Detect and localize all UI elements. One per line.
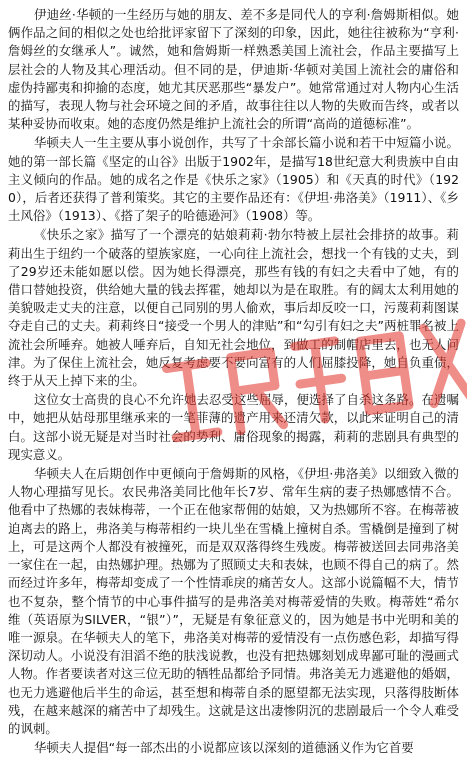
paragraph: 这位女士高贵的良心不允许她去忍受这些屈辱，便选择了自杀这条路。在遗嘱中，她把从姑母那里继承来的一笔菲薄的遗产用来还清欠款，以此来证明自己的清白。这部小说无疑是对当时社会的势利、庸俗现象的揭露，莉莉的悲剧具有典型的现实意义。 — [8, 392, 459, 462]
paragraph: 华顿夫人提倡“每一部杰出的小说都应该以深刻的道德涵义作为它首要 — [34, 740, 414, 756]
paragraph: 伊迪丝·华顿的一生经历与她的朋友、差不多是同代人的亨利·詹姆斯相似。她俩作品之间的相似之处也给批评家留下了深刻的印象，因此，她往往被称为“亨利·詹姆丝的女继承人”。诚然，她和詹姆斯一样熟悉美国上流社会，作品主要描写上层社会的人物及其心理活动。但不同的是，伊迪斯·华顿对美国上流社会的庸俗和虚伪持鄙夷和抑揄的态度，她尤其厌恶那些“暴发户”。她常常通过对人物内心生活的描写，表现人物与社会环境之间的矛盾，故事往往以人物的失败而告终，或者以某种妥协而收束。她的态度仍然是维护上流社会的所谓“高尚的道德标准”。 — [8, 7, 459, 132]
paragraph: 《快乐之家》描写了一个漂亮的姑娘莉莉·勃尔特被上层社会排挤的故事。莉莉出生于纽约一个破落的望族家庭，一心向往上流社会，想找一个有钱的丈夫，到了29岁还未能如愿以偿。因为她长得漂亮，那些有钱的有妇之夫看中了她，有的借口替她投资，供给她大量的钱去挥霍，她却以为是在取胜。有的阔太太利用她的美貌吸走丈夫的注意，以便自己同别的男人偷欢，事后却反咬一口，污蔑莉莉图谋夺走自己的丈夫。莉莉终日“接受一个男人的津贴”和“勾引有妇之夫”两桩罪名被上流社会所唾弃。她被人唾弃后，自知无社会地位，到做工的制帽店里去，也无人问津。为了保住上流社会，她反复考虑要不要向富有的人们屈膝投降，她自负重债，终于从天上掉下来的尘。 — [8, 227, 459, 389]
paragraph: 华顿夫人在后期创作中更倾向于詹姆斯的风格，《伊坦·弗洛美》以细致入微的人物心理描写见长。农民弗洛美同比他年长7岁、常年生病的妻子热娜感情不合。他看中了热娜的表妹梅蒂，一个正在他家帮佣的姑娘，又为热娜所不容。在梅蒂被迫离去的路上，弗洛美与梅蒂相约一块儿坐在雪橇上撞树自杀。雪橇倒是撞到了树上，可是这两个人都没有被撞死，而是双双落得终生残废。梅蒂被送回去同弗洛美一家住在一起，由热娜护理。热娜为了照顾丈夫和表妹，也顾不得自己的病了。然而经过许多年，梅蒂却变成了一个性情乖戾的痛苦女人。这部小说篇幅不大，情节也不复杂，整个情节的中心事件描写的是弗洛美对梅蒂爱情的失败。梅蒂姓“希尔维（英语原为SILVER，“银”）”，无疑是有象征意义的，因为她是书中光明和美的唯一源泉。在华顿夫人的笔下，弗洛美对梅蒂的爱情没有一点伤感色彩，却描写得深切动人。小说没有泪滔不绝的肤浅说教，也没有把热娜刻划成卑鄙可耻的漫画式人物。作者要读者对这三位无助的牺牲品都给予同情。弗洛美无力逃避他的婚姻，也无力逃避他后半生的命运，甚至想和梅蒂自杀的愿望都无法实现，只落得肢断体残，在越来越深的痛苦中了却残生。这就是这出凄惨阴沉的悲剧最后一个令人难受的讽刺。 — [8, 466, 459, 736]
paragraph: 华顿夫人一生主要从事小说创作，共写了十余部长篇小说和若干中短篇小说。她的第一部长篇《坚定的山谷》出版于1902年，是描写18世纪意大利贵族中自由主义倾向的作品。她的成名之作是《快乐之家》（1905）和《天真的时代》（1920），后者还获得了普利策奖。其它的主要作品还有：《伊坦·弗洛美》（1911）、《乡土风俗》（1913）、《搭了架子的哈德逊河》（1908）等。 — [8, 135, 459, 224]
